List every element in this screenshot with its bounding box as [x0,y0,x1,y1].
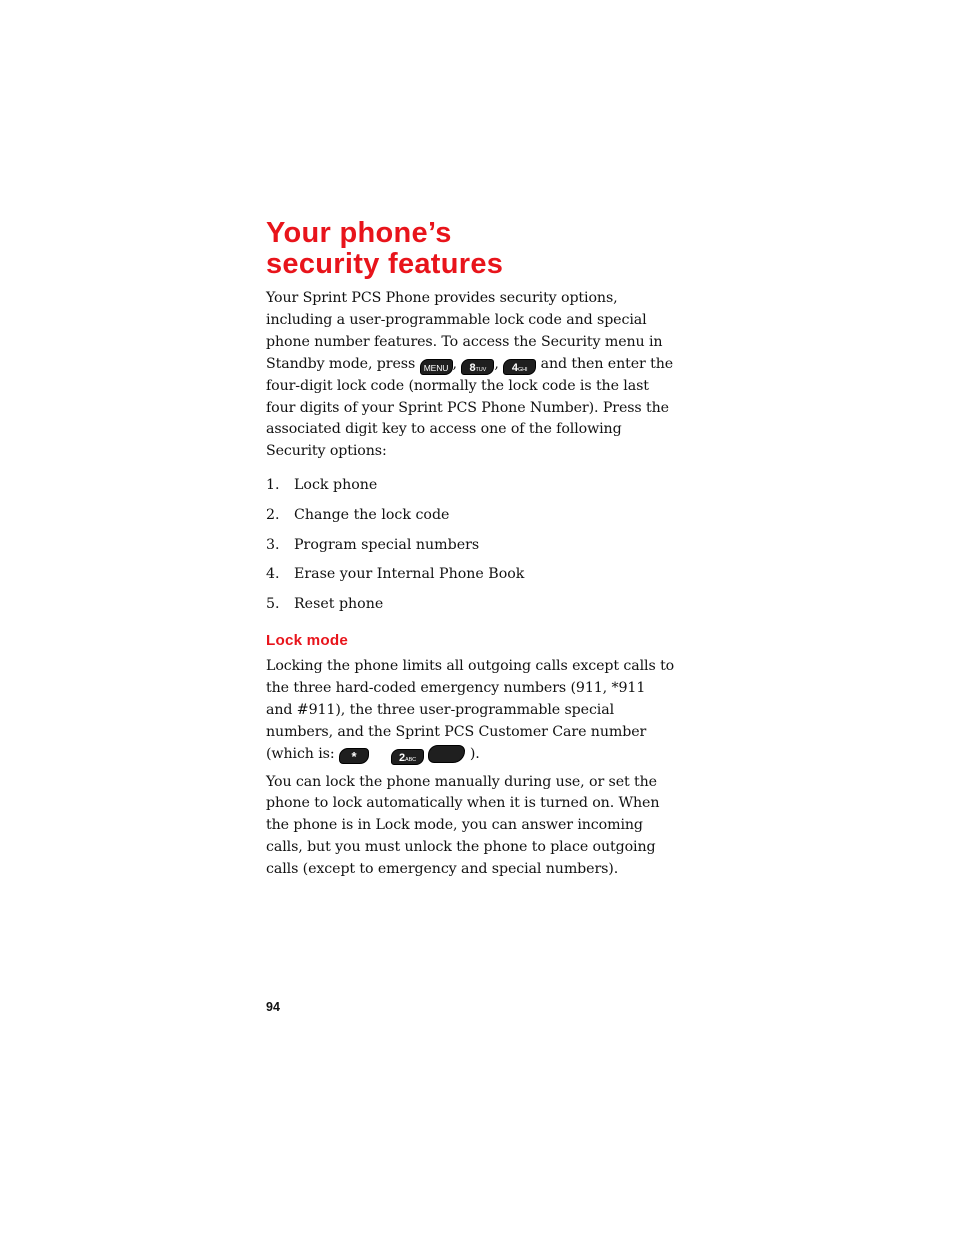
list-item [266,475,676,497]
lock-mode-text: Locking the phone limits all outgoing calls except calls to the three hard-coded emergency numbers (911, *911 and #911), the three user-programmable special numbers, and the Sprint PCS Customer Care number (which is: [266,657,675,762]
intro-separator-2: , [494,355,504,372]
list-item-label: Erase your Internal Phone Book [294,566,525,583]
key-2-icon [391,749,424,765]
list-item [266,505,676,527]
list-item [266,594,676,616]
list-item [266,535,676,557]
list-item-label: Reset phone [294,596,384,613]
key-4-icon [503,359,536,375]
intro-paragraph [266,288,676,463]
send-key-icon [428,745,465,763]
star-key-icon: * [339,748,369,764]
list-item-number: 2. [266,506,280,523]
page-title [266,218,676,280]
list-item-label: Program special numbers [294,536,480,553]
list-item-number: 3. [266,536,280,553]
lock-mode-paragraph-2: You can lock the phone manually during use, or set the phone to lock automatically when it is turned on. When the phone is in Lock mode, you can answer incoming calls, but you must unlock the phone to place outgoing calls (except to emergency and special numbers). [266,773,660,878]
page-number: 94 [266,1000,280,1014]
key-8-icon [461,359,494,375]
key-8-digit: 8 [469,361,476,374]
key-8-letters: TUV [475,366,487,373]
lock-mode-paragraph-1 [266,656,676,766]
list-item [266,564,676,586]
page-content [266,218,676,881]
list-item-number: 5. [266,596,280,613]
intro-text-1: Your Sprint PCS Phone provides security options, including a user-programmable lock code and special phone number features. To access the Security menu in Standby mode, press [266,290,663,372]
key-2-letters: ABC [405,756,417,763]
key-2-digit: 2 [399,751,406,764]
lock-mode-text-end: ). [469,745,480,762]
intro-separator-1: , [452,355,462,372]
list-item-label: Change the lock code [294,506,450,523]
security-options-list [266,475,676,616]
list-item-label: Lock phone [294,477,378,494]
list-item-number: 4. [266,566,280,583]
menu-key-icon: MENU [420,359,453,375]
page-title-line-2: security features [266,248,504,280]
page-title-line-1: Your phone’s [266,217,452,249]
list-item-number: 1. [266,477,280,494]
lock-mode-heading: Lock mode [266,631,348,649]
key-4-letters: GHI [517,366,528,373]
intro-text-2: and then enter the four-digit lock code (normally the lock code is the last four digits of your Sprint PCS Phone Number). Press the associated digit key to access one of the following Security options: [266,355,674,460]
key-4-digit: 4 [511,361,518,374]
